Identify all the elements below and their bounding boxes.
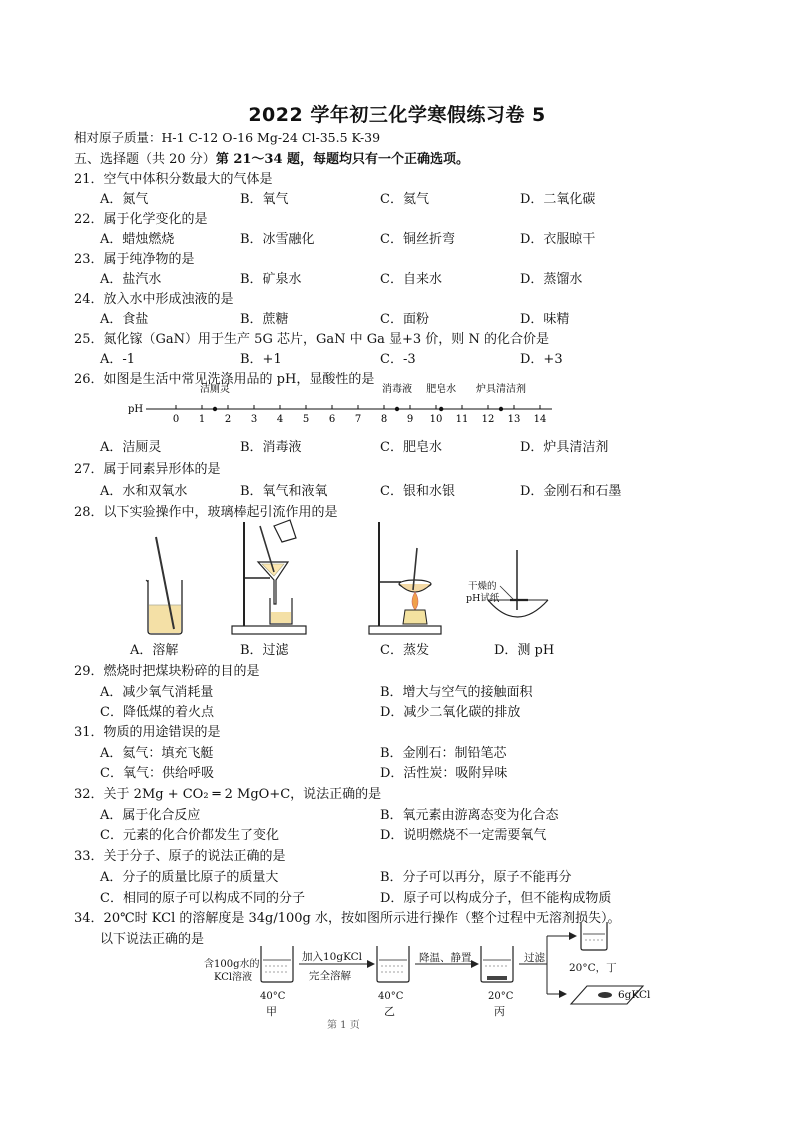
ph-product-label: 消毒液 xyxy=(382,384,412,395)
question-stem: 22．属于化学变化的是 xyxy=(74,212,208,227)
option-a[interactable]: A．溶解 xyxy=(130,643,179,658)
ph-axis-label: pH xyxy=(128,404,144,415)
option-a[interactable]: A．减少氧气消耗量 xyxy=(100,685,214,700)
option-c[interactable]: C．银和水银 xyxy=(380,484,455,499)
option-b[interactable]: B．矿泉水 xyxy=(240,272,302,287)
ph-product-marker xyxy=(439,407,443,411)
start-label-1: 含100g水的 xyxy=(204,959,260,970)
question-stem: 24．放入水中形成浊液的是 xyxy=(74,292,234,307)
option-d[interactable]: D．活性炭：吸附异味 xyxy=(380,766,508,781)
option-d[interactable]: D．衣服晾干 xyxy=(520,232,596,247)
ph-tick-label: 12 xyxy=(481,414,495,425)
option-b[interactable]: B．蔗糖 xyxy=(240,312,289,327)
beaker-jia-name: 甲 xyxy=(266,1005,277,1018)
option-c[interactable]: C．相同的原子可以构成不同的分子 xyxy=(100,891,305,906)
option-c[interactable]: C．氦气 xyxy=(380,192,429,207)
question-stem: 29．燃烧时把煤块粉碎的目的是 xyxy=(74,664,260,679)
question-stem: 21．空气中体积分数最大的气体是 xyxy=(74,172,273,187)
atomic-masses: 相对原子质量：H-1 C-12 O-16 Mg-24 Cl-35.5 K-39 xyxy=(74,130,381,145)
option-b[interactable]: B．氧气和液氧 xyxy=(240,484,328,499)
option-b[interactable]: B．+1 xyxy=(240,352,282,367)
question-stem: 33．关于分子、原子的说法正确的是 xyxy=(74,849,286,864)
beaker-jia-temp: 40°C xyxy=(260,991,286,1002)
option-d[interactable]: D．味精 xyxy=(520,312,570,327)
option-c[interactable]: C．铜丝折弯 xyxy=(380,232,455,247)
ph-tick-label: 13 xyxy=(507,414,521,425)
beaker-ding-label: 20°C，丁 xyxy=(569,962,617,974)
question-stem: 31．物质的用途错误的是 xyxy=(74,725,221,740)
ph-product-marker xyxy=(213,407,217,411)
option-a[interactable]: A．属于化合反应 xyxy=(100,808,201,823)
option-d[interactable]: D．说明燃烧不一定需要氧气 xyxy=(380,828,547,843)
ph-tick-label: 6 xyxy=(328,414,336,425)
option-c[interactable]: C．元素的化合价都发生了变化 xyxy=(100,828,279,843)
ph-tick-label: 2 xyxy=(224,414,232,425)
option-d[interactable]: D．减少二氧化碳的排放 xyxy=(380,705,521,720)
beaker-bing-temp: 20°C xyxy=(488,991,514,1002)
option-d[interactable]: D．原子可以构成分子，但不能构成物质 xyxy=(380,891,612,906)
ph-product-group xyxy=(200,382,526,411)
filter-residue-label: 6gKCl xyxy=(618,989,651,1001)
option-c[interactable]: C．肥皂水 xyxy=(380,440,442,455)
ph-tick-label: 9 xyxy=(406,414,414,425)
ph-scale-figure xyxy=(120,382,560,430)
section-heading xyxy=(74,148,469,167)
evaporation-figure xyxy=(365,518,445,638)
ph-product-label: 炉具清洁剂 xyxy=(476,384,526,395)
question-stem: 32．关于 2Mg + CO₂ ═ 2 MgO+C，说法正确的是 xyxy=(74,787,382,802)
option-d[interactable]: D．+3 xyxy=(520,352,563,367)
option-c[interactable]: C．-3 xyxy=(380,352,416,367)
option-c[interactable]: C．降低煤的着火点 xyxy=(100,705,214,720)
question-stem: 26．如图是生活中常见洗涤用品的 pH，显酸性的是 xyxy=(74,372,375,387)
option-d[interactable]: D．二氧化碳 xyxy=(520,192,596,207)
option-a[interactable]: A．食盐 xyxy=(100,312,149,327)
ph-tick-label: 4 xyxy=(276,414,284,425)
beaker-yi-temp: 40°C xyxy=(378,991,404,1002)
beaker-yi-name: 乙 xyxy=(384,1005,395,1018)
option-b[interactable]: B．分子可以再分，原子不能再分 xyxy=(380,870,572,885)
option-c[interactable]: C．自来水 xyxy=(380,272,442,287)
start-label-2: KCl溶液 xyxy=(214,972,253,983)
question-stem: 25．氮化镓（GaN）用于生产 5G 芯片，GaN 中 Ga 显+3 价，则 N 的化合价是 xyxy=(74,332,549,347)
ph-tick-label: 3 xyxy=(250,414,258,425)
option-c[interactable]: C．面粉 xyxy=(380,312,429,327)
option-d[interactable]: D．金刚石和石墨 xyxy=(520,484,622,499)
question-stem: 28．以下实验操作中，玻璃棒起引流作用的是 xyxy=(74,505,338,520)
option-a[interactable]: A．盐汽水 xyxy=(100,272,162,287)
ph-tick-label: 14 xyxy=(533,414,547,425)
ph-tick-group xyxy=(173,405,547,425)
question-stem: 23．属于纯净物的是 xyxy=(74,252,195,267)
option-d[interactable]: D．蒸馏水 xyxy=(520,272,583,287)
ph-tick-label: 5 xyxy=(302,414,310,425)
option-a[interactable]: A．洁厕灵 xyxy=(100,440,162,455)
option-b[interactable]: B．过滤 xyxy=(240,643,289,658)
step3-label: 过滤 xyxy=(524,952,545,964)
section-instruction: 第 21～34 题，每题均只有一个正确选项。 xyxy=(215,152,470,167)
option-b[interactable]: B．氧元素由游离态变为化合态 xyxy=(380,808,559,823)
question-stem-continuation: 以下说法正确的是 xyxy=(100,932,205,947)
ph-tick-label: 10 xyxy=(429,414,443,425)
dissolve-figure xyxy=(140,535,190,635)
page-footer: 第 1 页 xyxy=(327,1020,360,1031)
ph-tick-label: 8 xyxy=(380,414,388,425)
option-b[interactable]: B．氧气 xyxy=(240,192,289,207)
option-a[interactable]: A．-1 xyxy=(100,352,136,367)
ph-tick-label: 7 xyxy=(354,414,362,425)
option-a[interactable]: A．氮气 xyxy=(100,192,149,207)
ph-paper-label-2: pH试纸 xyxy=(466,593,500,604)
option-b[interactable]: B．增大与空气的接触面积 xyxy=(380,685,533,700)
option-a[interactable]: A．分子的质量比原子的质量大 xyxy=(100,870,279,885)
step1-bottom-label: 完全溶解 xyxy=(309,970,351,982)
ph-tick-label: 1 xyxy=(198,414,206,425)
option-a[interactable]: A．水和双氧水 xyxy=(100,484,188,499)
step2-label: 降温、静置 xyxy=(419,952,472,964)
option-a[interactable]: A．蜡烛燃烧 xyxy=(100,232,175,247)
option-d[interactable]: D．炉具清洁剂 xyxy=(520,440,609,455)
question-stem: 34．20℃时 KCl 的溶解度是 34g/100g 水，按如图所示进行操作（整个过程中无溶剂损失）。 xyxy=(74,911,621,926)
ph-product-label: 洁厕灵 xyxy=(200,384,230,395)
filtration-figure xyxy=(230,518,310,638)
page-title: 2022 学年初三化学寒假练习卷 5 xyxy=(248,104,546,126)
ph-product-marker xyxy=(395,407,399,411)
section-prefix: 五、选择题（共 20 分） xyxy=(74,152,216,167)
option-b[interactable]: B．消毒液 xyxy=(240,440,302,455)
option-c[interactable]: C．蒸发 xyxy=(380,643,429,658)
option-c[interactable]: C．氧气：供给呼吸 xyxy=(100,766,214,781)
ph-product-marker xyxy=(499,407,503,411)
ph-tick-label: 0 xyxy=(172,414,180,425)
question-stem: 27．属于同素异形体的是 xyxy=(74,462,221,477)
step1-top-label: 加入10gKCl xyxy=(302,951,363,963)
option-b[interactable]: B．金刚石：制铅笔芯 xyxy=(380,746,507,761)
ph-paper-label-1: 干燥的 xyxy=(468,581,497,592)
option-d[interactable]: D．测 pH xyxy=(494,643,555,658)
option-a[interactable]: A．氦气：填充飞艇 xyxy=(100,746,214,761)
option-b[interactable]: B．冰雪融化 xyxy=(240,232,315,247)
ph-product-label: 肥皂水 xyxy=(426,384,457,395)
beaker-bing-name: 丙 xyxy=(494,1005,505,1018)
ph-tick-label: 11 xyxy=(455,414,469,425)
